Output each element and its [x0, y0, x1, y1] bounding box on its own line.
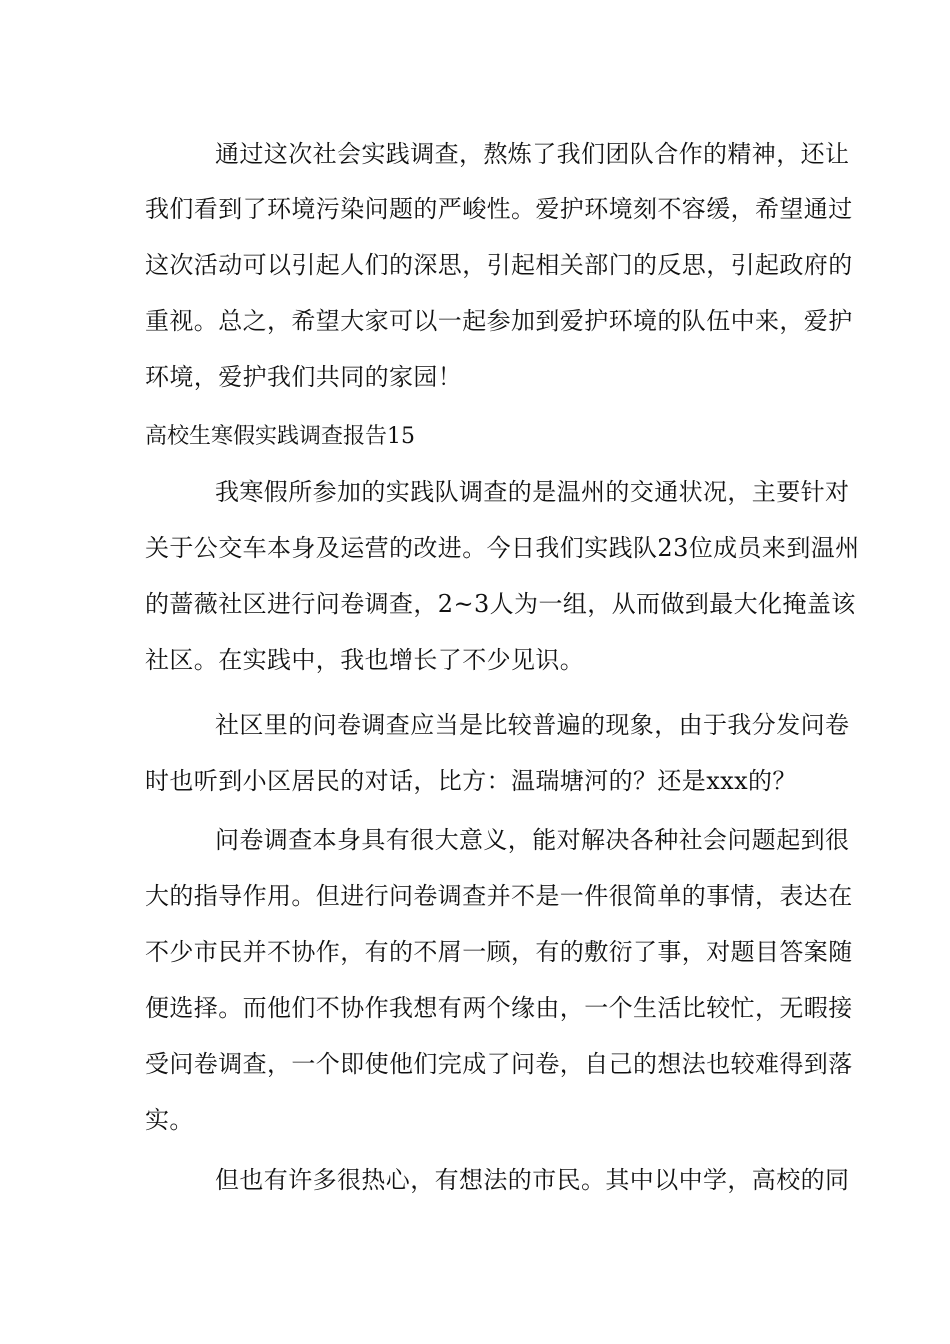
paragraph-4-line-5: 受问卷调查，一个即使他们完成了问卷，自己的想法也较难得到落 — [145, 1050, 853, 1078]
paragraph-1-line-3: 这次活动可以引起人们的深思，引起相关部门的反思，引起政府的 — [145, 251, 853, 279]
paragraph-5-line-1: 但也有许多很热心，有想法的市民。其中以中学，高校的同 — [215, 1166, 850, 1194]
paragraph-4-line-6: 实。 — [145, 1106, 194, 1134]
paragraph-4-line-2: 大的指导作用。但进行问卷调查并不是一件很简单的事情，表达在 — [145, 882, 853, 910]
paragraph-1-line-4: 重视。总之，希望大家可以一起参加到爱护环境的队伍中来，爱护 — [145, 307, 853, 335]
paragraph-1-line-2: 我们看到了环境污染问题的严峻性。爱护环境刻不容缓，希望通过 — [145, 195, 853, 223]
section-heading: 高校生寒假实践调查报告15 — [145, 424, 415, 449]
paragraph-3-line-1: 社区里的问卷调查应当是比较普遍的现象，由于我分发问卷 — [215, 711, 850, 739]
paragraph-4-line-3: 不少市民并不协作，有的不屑一顾，有的敷衍了事，对题目答案随 — [145, 938, 853, 966]
paragraph-4-line-1: 问卷调查本身具有很大意义，能对解决各种社会问题起到很 — [215, 826, 850, 854]
paragraph-2-line-2: 关于公交车本身及运营的改进。今日我们实践队23位成员来到温州 — [145, 534, 860, 562]
paragraph-1-line-1: 通过这次社会实践调查，熬炼了我们团队合作的精神，还让 — [215, 140, 850, 168]
paragraph-4-line-4: 便选择。而他们不协作我想有两个缘由，一个生活比较忙，无暇接 — [145, 994, 853, 1022]
paragraph-2-line-4: 社区。在实践中，我也增长了不少见识。 — [145, 646, 585, 674]
paragraph-2-line-3: 的蔷薇社区进行问卷调查，2~3人为一组，从而做到最大化掩盖该 — [145, 590, 856, 618]
paragraph-2-line-1: 我寒假所参加的实践队调查的是温州的交通状况，主要针对 — [215, 478, 850, 506]
paragraph-1-line-5: 环境，爱护我们共同的家园！ — [145, 363, 463, 391]
paragraph-3-line-2: 时也听到小区居民的对话，比方：温瑞塘河的？还是xxx的？ — [145, 767, 797, 795]
